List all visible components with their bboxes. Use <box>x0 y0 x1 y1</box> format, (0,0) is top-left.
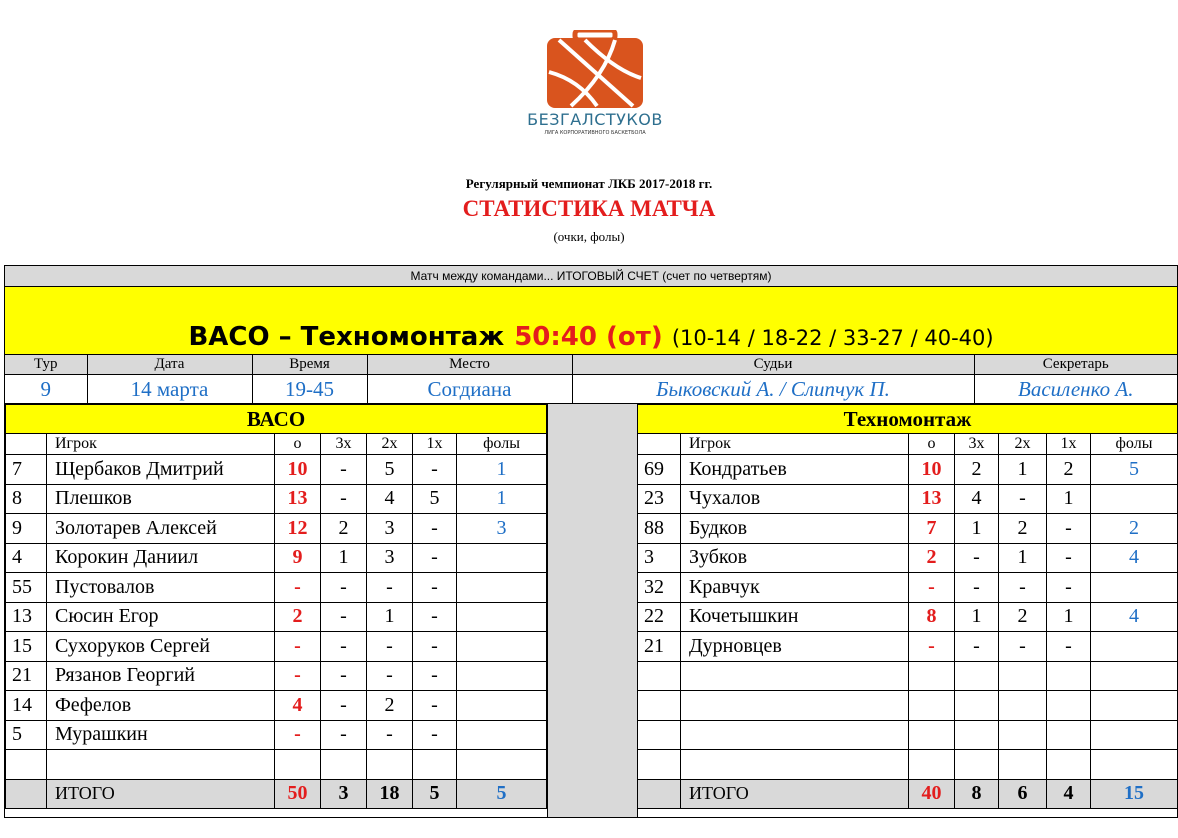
secretary-value: Василенко А. <box>974 375 1177 404</box>
total-blank <box>638 779 681 809</box>
player-fouls <box>1091 691 1178 721</box>
player-ones: - <box>1047 543 1091 573</box>
player-ones: 1 <box>1047 484 1091 514</box>
player-number: 14 <box>6 691 47 721</box>
player-name: Сюсин Егор <box>47 602 275 632</box>
player-fouls: 4 <box>1091 602 1178 632</box>
player-points <box>909 661 955 691</box>
player-twos: - <box>367 573 413 603</box>
table-row <box>638 720 1178 750</box>
player-name <box>47 750 275 780</box>
player-name: Мурашкин <box>47 720 275 750</box>
player-threes: - <box>321 484 367 514</box>
player-twos: 3 <box>367 514 413 544</box>
table-row <box>638 514 1178 544</box>
time-label: Время <box>252 355 367 375</box>
player-points: - <box>275 573 321 603</box>
player-name: Золотарев Алексей <box>47 514 275 544</box>
player-name <box>681 750 909 780</box>
col-player: Игрок <box>47 434 275 455</box>
player-name: Чухалов <box>681 484 909 514</box>
player-ones: - <box>413 691 457 721</box>
league-logo <box>520 30 670 155</box>
player-ones: - <box>413 602 457 632</box>
player-points: 7 <box>909 514 955 544</box>
player-twos: - <box>999 573 1047 603</box>
total-fouls: 5 <box>457 779 547 809</box>
player-number: 88 <box>638 514 681 544</box>
player-fouls <box>457 691 547 721</box>
player-twos: 2 <box>999 514 1047 544</box>
player-ones <box>1047 720 1091 750</box>
table-row <box>6 484 547 514</box>
table-row <box>6 632 547 662</box>
match-teams: ВАСО – Техномонтаж <box>188 322 505 352</box>
player-ones: 5 <box>413 484 457 514</box>
player-twos: 5 <box>367 455 413 485</box>
player-points: - <box>275 661 321 691</box>
player-ones: - <box>1047 514 1091 544</box>
player-threes: - <box>321 661 367 691</box>
player-fouls <box>1091 661 1178 691</box>
total-label: ИТОГО <box>47 779 275 809</box>
total-points: 50 <box>275 779 321 809</box>
player-number: 21 <box>638 632 681 662</box>
total-threes: 3 <box>321 779 367 809</box>
player-threes: 1 <box>955 602 999 632</box>
player-points: 10 <box>275 455 321 485</box>
table-row <box>6 514 547 544</box>
player-fouls <box>457 573 547 603</box>
player-threes: 1 <box>321 543 367 573</box>
match-caption: Матч между командами... ИТОГОВЫЙ СЧЕТ (счет по четвертям) <box>5 266 1177 287</box>
table-row <box>6 543 547 573</box>
col-player: Игрок <box>681 434 909 455</box>
player-name: Будков <box>681 514 909 544</box>
player-threes: - <box>321 573 367 603</box>
player-fouls <box>457 602 547 632</box>
player-threes: - <box>955 632 999 662</box>
team-right-stats <box>637 404 1177 809</box>
player-ones: - <box>1047 632 1091 662</box>
table-row <box>6 661 547 691</box>
table-row <box>638 543 1178 573</box>
player-name <box>681 720 909 750</box>
player-fouls <box>1091 573 1178 603</box>
referees-label: Судьи <box>572 355 974 375</box>
player-name: Кочетышкин <box>681 602 909 632</box>
col-threes: 3х <box>955 434 999 455</box>
col-points: о <box>909 434 955 455</box>
tour-label: Тур <box>5 355 87 375</box>
player-number: 15 <box>6 632 47 662</box>
player-number: 23 <box>638 484 681 514</box>
player-fouls: 1 <box>457 455 547 485</box>
team-left-name: ВАСО <box>6 405 547 434</box>
player-ones: - <box>413 573 457 603</box>
player-number: 69 <box>638 455 681 485</box>
player-number <box>6 750 47 780</box>
player-points: 8 <box>909 602 955 632</box>
player-threes: - <box>321 720 367 750</box>
player-threes: - <box>321 455 367 485</box>
table-row <box>638 484 1178 514</box>
player-ones <box>1047 661 1091 691</box>
player-threes: 4 <box>955 484 999 514</box>
player-number: 8 <box>6 484 47 514</box>
player-number <box>638 691 681 721</box>
player-twos <box>999 720 1047 750</box>
player-threes: - <box>321 691 367 721</box>
player-fouls <box>457 661 547 691</box>
player-points: 2 <box>909 543 955 573</box>
player-number <box>638 750 681 780</box>
player-name <box>681 691 909 721</box>
player-ones: - <box>1047 573 1091 603</box>
table-row <box>638 573 1178 603</box>
player-name: Пустовалов <box>47 573 275 603</box>
place-value: Согдиана <box>367 375 572 404</box>
player-ones: 1 <box>1047 602 1091 632</box>
player-points: 9 <box>275 543 321 573</box>
player-fouls <box>457 720 547 750</box>
player-number <box>638 661 681 691</box>
player-threes: 2 <box>321 514 367 544</box>
player-ones: - <box>413 661 457 691</box>
player-fouls <box>457 632 547 662</box>
col-fouls: фолы <box>1091 434 1178 455</box>
player-points: - <box>275 632 321 662</box>
player-twos: - <box>367 661 413 691</box>
player-ones: - <box>413 514 457 544</box>
player-fouls: 1 <box>457 484 547 514</box>
player-name: Сухоруков Сергей <box>47 632 275 662</box>
player-fouls: 4 <box>1091 543 1178 573</box>
player-points: - <box>909 632 955 662</box>
player-twos: 4 <box>367 484 413 514</box>
total-ones: 4 <box>1047 779 1091 809</box>
total-fouls: 15 <box>1091 779 1178 809</box>
table-row <box>638 602 1178 632</box>
player-fouls <box>457 750 547 780</box>
total-twos: 6 <box>999 779 1047 809</box>
player-twos: - <box>999 484 1047 514</box>
player-name: Щербаков Дмитрий <box>47 455 275 485</box>
player-name: Кравчук <box>681 573 909 603</box>
player-threes <box>955 691 999 721</box>
player-number: 32 <box>638 573 681 603</box>
player-ones: 2 <box>1047 455 1091 485</box>
player-twos <box>367 750 413 780</box>
player-fouls <box>457 543 547 573</box>
player-twos: - <box>367 720 413 750</box>
player-name: Рязанов Георгий <box>47 661 275 691</box>
player-twos: 1 <box>367 602 413 632</box>
player-ones: - <box>413 632 457 662</box>
score-banner <box>5 287 1177 355</box>
player-fouls: 3 <box>457 514 547 544</box>
player-points: 13 <box>909 484 955 514</box>
player-threes <box>955 750 999 780</box>
player-number: 3 <box>638 543 681 573</box>
player-ones: - <box>413 720 457 750</box>
player-ones: - <box>413 455 457 485</box>
table-row <box>6 720 547 750</box>
player-name: Фефелов <box>47 691 275 721</box>
player-points: - <box>275 720 321 750</box>
player-twos: 2 <box>367 691 413 721</box>
player-name: Плешков <box>47 484 275 514</box>
table-row <box>638 691 1178 721</box>
player-threes: - <box>955 543 999 573</box>
total-row <box>6 779 547 809</box>
table-row <box>638 455 1178 485</box>
player-threes: - <box>321 602 367 632</box>
table-row <box>638 661 1178 691</box>
table-row <box>6 573 547 603</box>
player-number: 22 <box>638 602 681 632</box>
date-label: Дата <box>87 355 252 375</box>
player-number: 21 <box>6 661 47 691</box>
player-ones: - <box>413 543 457 573</box>
player-twos <box>999 750 1047 780</box>
col-twos: 2х <box>367 434 413 455</box>
col-ones: 1х <box>413 434 457 455</box>
player-points <box>275 750 321 780</box>
player-twos <box>999 691 1047 721</box>
player-name: Дурновцев <box>681 632 909 662</box>
player-number <box>638 720 681 750</box>
player-number: 5 <box>6 720 47 750</box>
player-fouls: 5 <box>1091 455 1178 485</box>
time-value: 19-45 <box>252 375 367 404</box>
player-name: Зубков <box>681 543 909 573</box>
table-row <box>638 632 1178 662</box>
player-twos: 3 <box>367 543 413 573</box>
total-points: 40 <box>909 779 955 809</box>
total-blank <box>6 779 47 809</box>
player-name: Корокин Даниил <box>47 543 275 573</box>
player-points: 4 <box>275 691 321 721</box>
championship-title: Регулярный чемпионат ЛКБ 2017-2018 гг. <box>465 176 713 191</box>
team-separator <box>547 404 638 817</box>
player-fouls <box>1091 632 1178 662</box>
player-fouls <box>1091 750 1178 780</box>
total-row <box>638 779 1178 809</box>
player-points <box>909 720 955 750</box>
player-threes: 2 <box>955 455 999 485</box>
player-twos <box>999 661 1047 691</box>
tour-value: 9 <box>5 375 87 404</box>
total-threes: 8 <box>955 779 999 809</box>
player-fouls <box>1091 484 1178 514</box>
player-fouls: 2 <box>1091 514 1178 544</box>
quarter-scores: (10-14 / 18-22 / 33-27 / 40-40) <box>671 326 994 350</box>
player-threes <box>321 750 367 780</box>
table-row <box>638 750 1178 780</box>
logo-subtitle: ЛИГА КОРПОРАТИВНОГО БАСКЕТБОЛА <box>544 130 646 136</box>
col-twos: 2х <box>999 434 1047 455</box>
player-twos: - <box>999 632 1047 662</box>
player-number: 9 <box>6 514 47 544</box>
col-fouls: фолы <box>457 434 547 455</box>
col-points: о <box>275 434 321 455</box>
basketball-bag-icon <box>545 30 645 108</box>
player-threes: 1 <box>955 514 999 544</box>
table-row <box>6 602 547 632</box>
match-sheet <box>4 265 1178 818</box>
page-subtitle: (очки, фолы) <box>553 229 625 244</box>
match-info <box>5 355 1177 404</box>
secretary-label: Секретарь <box>974 355 1177 375</box>
player-number: 4 <box>6 543 47 573</box>
player-twos: 1 <box>999 543 1047 573</box>
player-fouls <box>1091 720 1178 750</box>
table-row <box>6 691 547 721</box>
player-number: 13 <box>6 602 47 632</box>
match-score: 50:40 (от) <box>514 322 663 352</box>
player-threes: - <box>955 573 999 603</box>
total-ones: 5 <box>413 779 457 809</box>
total-label: ИТОГО <box>681 779 909 809</box>
player-ones <box>413 750 457 780</box>
col-threes: 3х <box>321 434 367 455</box>
player-name <box>681 661 909 691</box>
player-points: 2 <box>275 602 321 632</box>
player-points <box>909 691 955 721</box>
referees-value: Быковский А. / Слипчук П. <box>572 375 974 404</box>
player-number: 7 <box>6 455 47 485</box>
player-twos: - <box>367 632 413 662</box>
player-points: 13 <box>275 484 321 514</box>
place-label: Место <box>367 355 572 375</box>
table-row <box>6 750 547 780</box>
table-row <box>6 455 547 485</box>
player-points: 12 <box>275 514 321 544</box>
player-threes <box>955 720 999 750</box>
player-twos: 1 <box>999 455 1047 485</box>
player-ones <box>1047 750 1091 780</box>
team-right-name: Техномонтаж <box>638 405 1178 434</box>
player-twos: 2 <box>999 602 1047 632</box>
date-value: 14 марта <box>87 375 252 404</box>
col-ones: 1х <box>1047 434 1091 455</box>
total-twos: 18 <box>367 779 413 809</box>
player-threes <box>955 661 999 691</box>
player-points: 10 <box>909 455 955 485</box>
page-title: СТАТИСТИКА МАТЧА <box>462 196 716 221</box>
player-ones <box>1047 691 1091 721</box>
player-points <box>909 750 955 780</box>
player-name: Кондратьев <box>681 455 909 485</box>
player-threes: - <box>321 632 367 662</box>
team-left-stats <box>5 404 546 809</box>
logo-name: БЕЗГАЛСТУКОВ <box>527 110 663 129</box>
player-points: - <box>909 573 955 603</box>
player-number: 55 <box>6 573 47 603</box>
